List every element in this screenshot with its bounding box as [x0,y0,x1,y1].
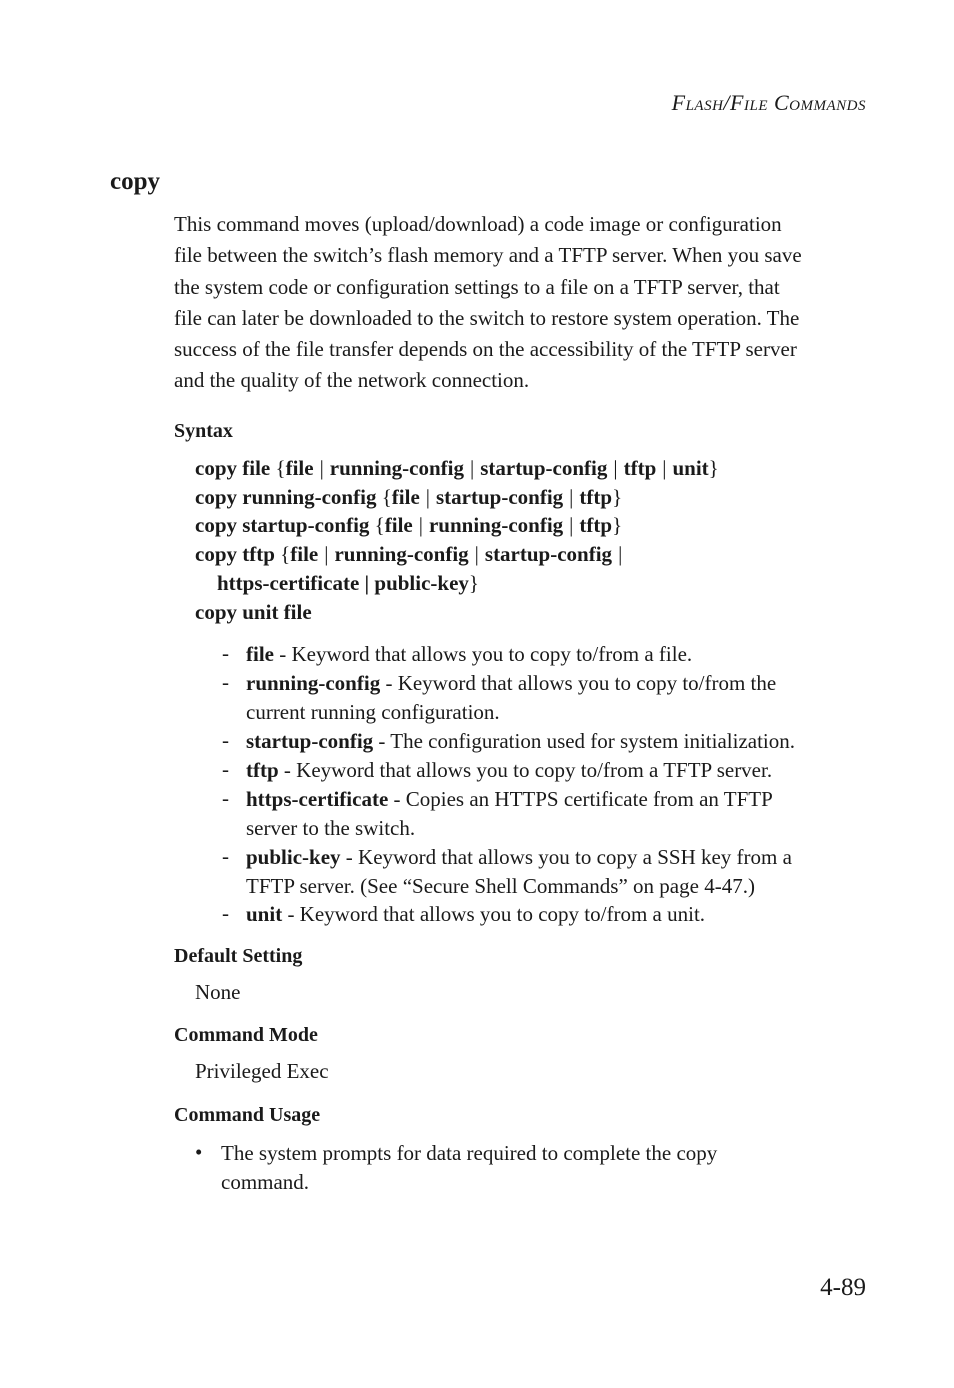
command-title: copy [110,168,160,195]
description-line: file can later be downloaded to the switch to restore system operation. The [174,305,800,330]
option-running-config: running-config - Keyword that allows you to copy to/from the current running configuration. [246,671,777,724]
syntax-line-6: copy unit file [195,600,312,624]
syntax-line-3: copy startup-config {file | running-config | tftp} [195,513,623,537]
description-line: This command moves (upload/download) a code image or configuration [174,212,782,236]
syntax-line-1: copy file {file | running-config | startup-config | tftp | unit} [195,456,719,480]
syntax-line-4: copy tftp {file | running-config | startup-config | [195,542,623,566]
list-dash: - [222,901,229,925]
option-https-certificate: https-certificate - Copies an HTTPS certificate from an TFTP server to the switch. [246,787,773,840]
option-public-key: public-key - Keyword that allows you to copy a SSH key from a TFTP server. (See “Secure Shell Commands” on page 4-47.) [246,845,792,898]
list-dash: - [222,757,229,781]
list-dash: - [222,844,229,868]
page-number: 4-89 [820,1274,866,1301]
syntax-heading: Syntax [174,420,233,442]
description-line: file between the switch’s flash memory and a TFTP server. When you save [174,243,802,268]
option-unit: unit - Keyword that allows you to copy to/from a unit. [246,902,706,926]
description-line: and the quality of the network connection. [174,368,530,393]
syntax-line-5: https-certificate | public-key} [217,571,480,595]
list-dash: - [222,670,229,694]
command-usage-item: The system prompts for data required to complete the copy command. [221,1141,718,1194]
option-tftp: tftp - Keyword that allows you to copy to/from a TFTP server. [246,758,773,782]
description-line: success of the file transfer depends on the accessibility of the TFTP server [174,337,797,362]
command-mode-value: Privileged Exec [195,1059,329,1083]
option-file: file - Keyword that allows you to copy to/from a file. [246,642,693,666]
list-dash: - [222,641,229,665]
description-paragraph [174,209,874,397]
running-header: FLASH/FILE COMMANDS [671,90,866,115]
default-setting-heading: Default Setting [174,945,303,967]
command-usage-heading: Command Usage [174,1104,321,1126]
list-dash: - [222,728,229,752]
command-mode-heading: Command Mode [174,1024,318,1046]
option-startup-config: startup-config - The configuration used for system initialization. [246,729,796,753]
bullet-icon: • [195,1140,203,1164]
description-line: the system code or configuration settings to a file on a TFTP server, that [174,274,780,299]
default-setting-value: None [195,980,241,1004]
list-dash: - [222,786,229,810]
syntax-line-2: copy running-config {file | startup-config | tftp} [195,485,623,509]
